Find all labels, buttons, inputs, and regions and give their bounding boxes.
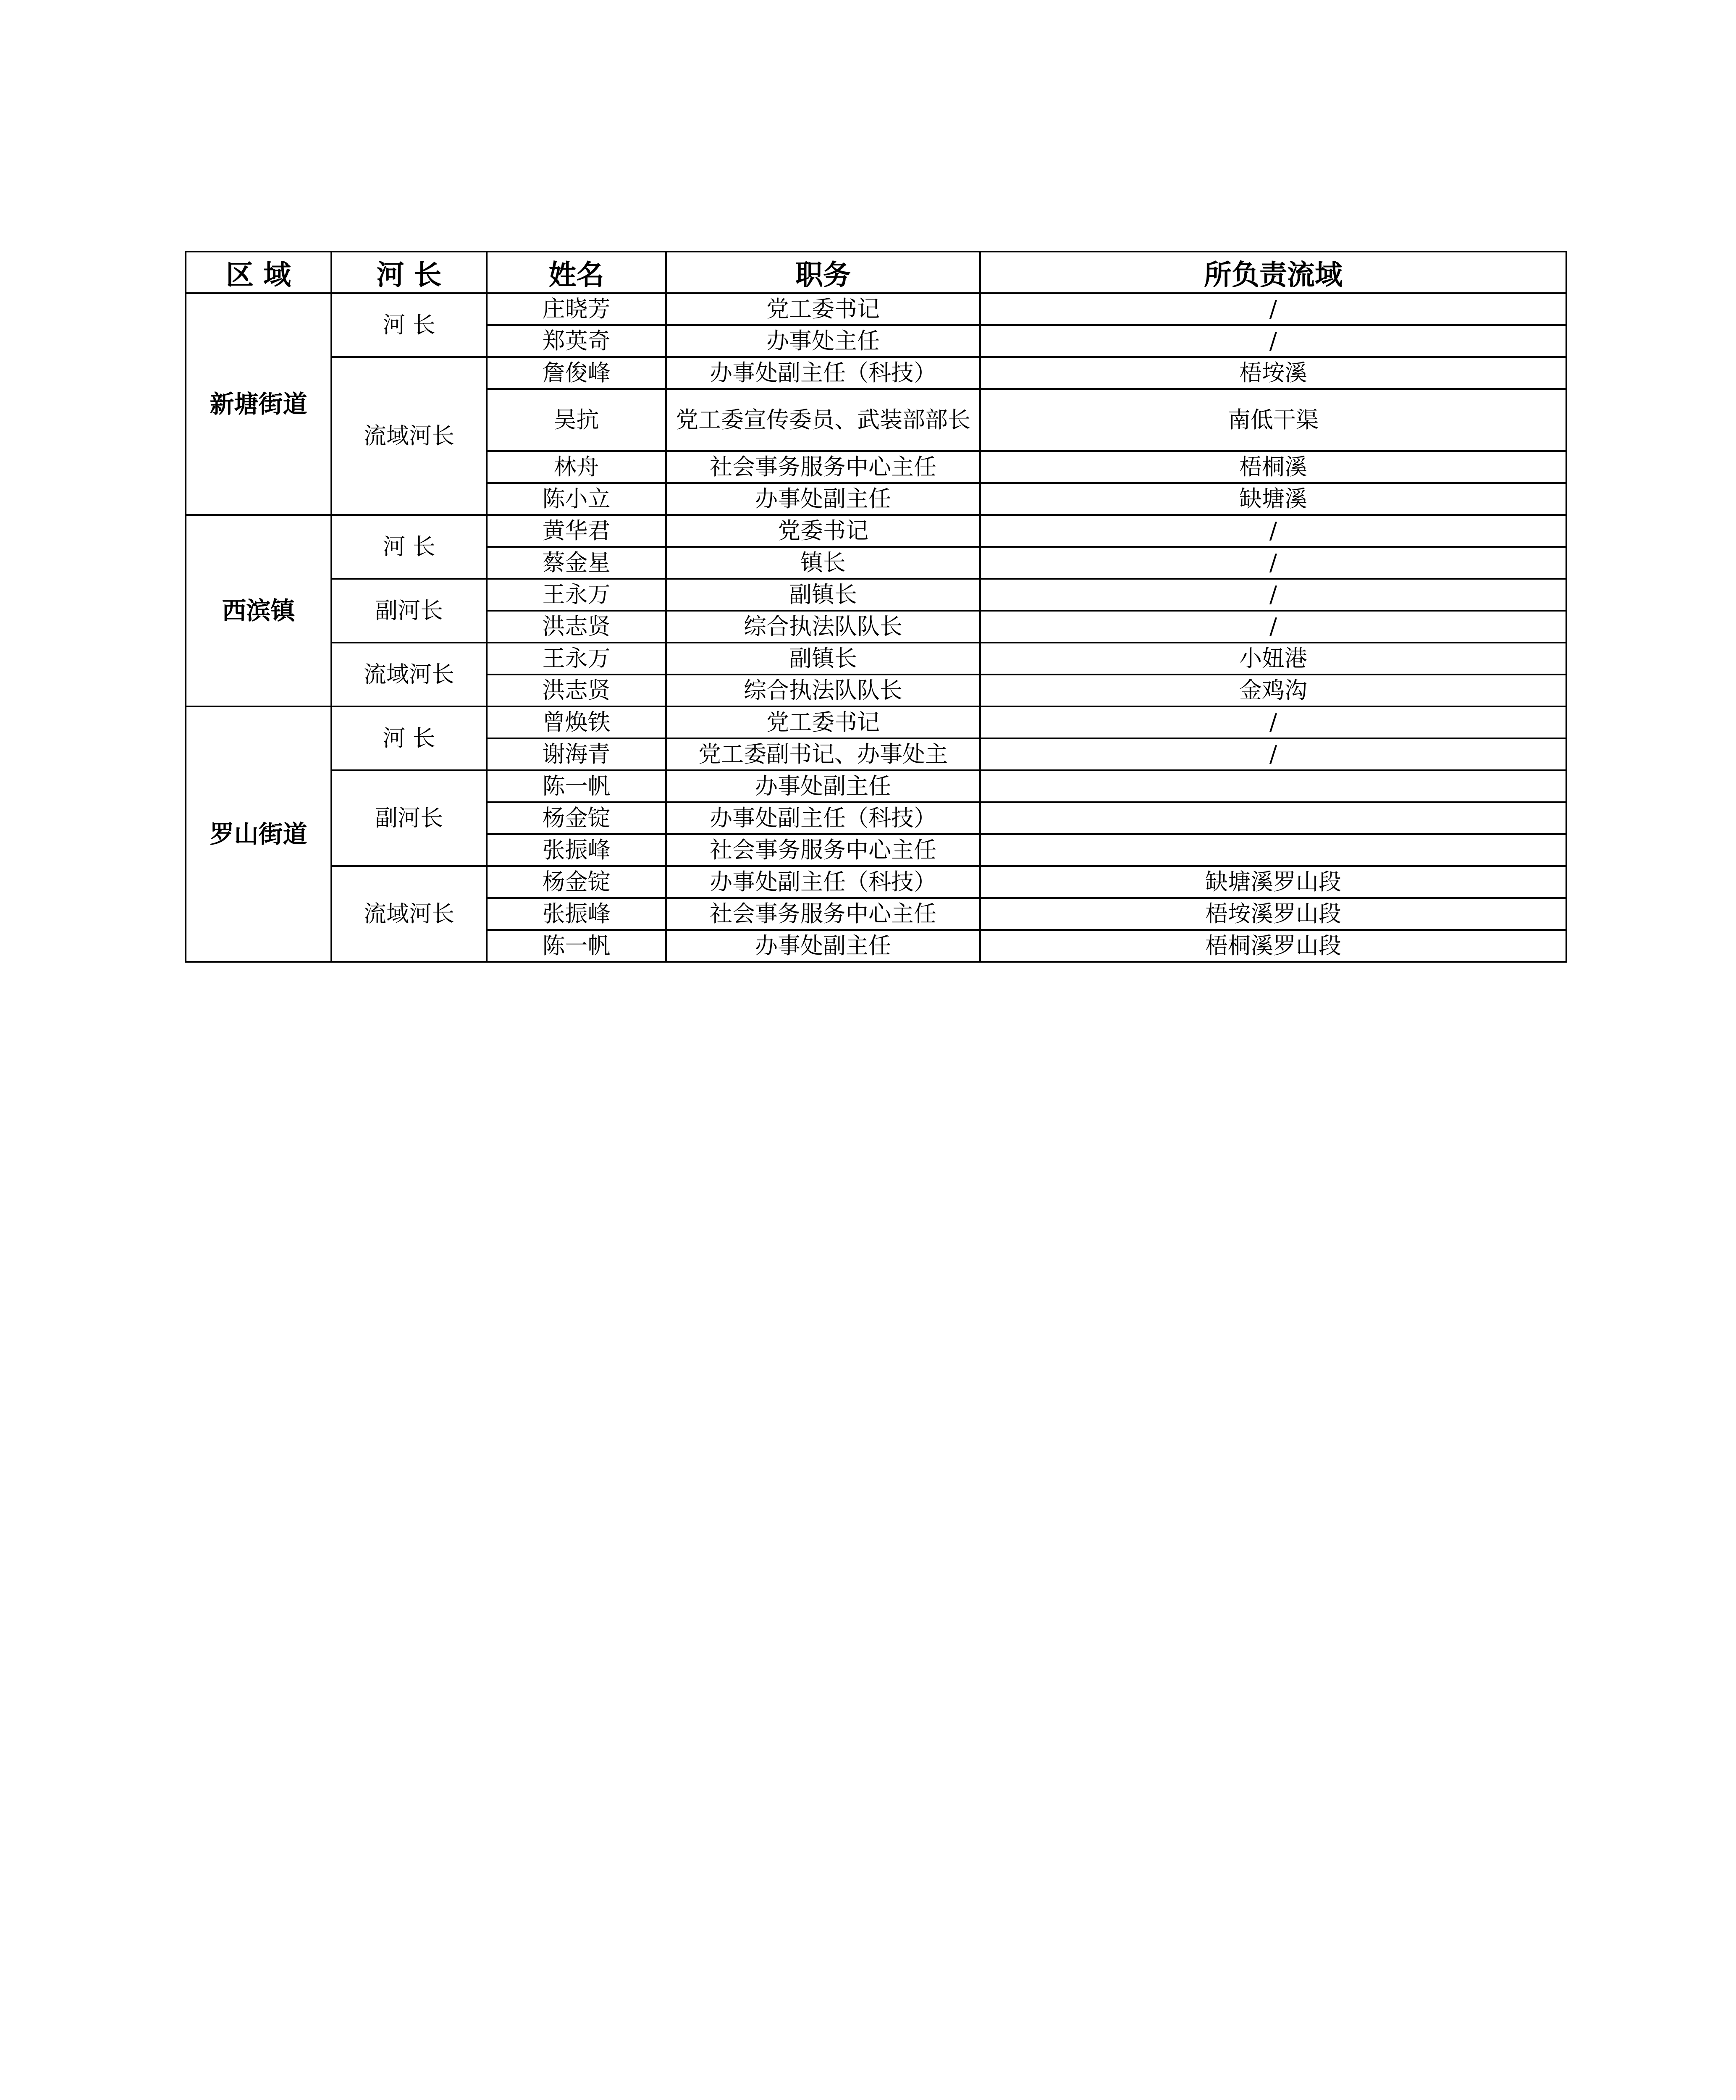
table-row bbox=[186, 643, 1566, 675]
basin-cell bbox=[980, 802, 1566, 834]
name-cell: 林舟 bbox=[487, 451, 666, 483]
name-cell: 王永万 bbox=[487, 643, 666, 675]
name-cell: 黄华君 bbox=[487, 515, 666, 547]
header-region: 区 域 bbox=[186, 252, 331, 293]
role-cell: 副河长 bbox=[331, 579, 487, 643]
name-cell: 庄晓芳 bbox=[487, 293, 666, 325]
basin-cell: 南低干渠 bbox=[980, 389, 1566, 451]
position-cell: 办事处主任 bbox=[666, 325, 980, 357]
basin-cell: 梧桐溪 bbox=[980, 451, 1566, 483]
basin-cell bbox=[980, 770, 1566, 802]
table-row bbox=[186, 579, 1566, 611]
name-cell: 吴抗 bbox=[487, 389, 666, 451]
basin-cell: 金鸡沟 bbox=[980, 675, 1566, 706]
name-cell: 洪志贤 bbox=[487, 611, 666, 643]
header-basin: 所负责流域 bbox=[980, 252, 1566, 293]
basin-cell: 缺塘溪 bbox=[980, 483, 1566, 515]
position-cell: 党工委宣传委员、武装部部长 bbox=[666, 389, 980, 451]
position-cell: 党工委书记 bbox=[666, 706, 980, 738]
position-cell: 办事处副主任（科技） bbox=[666, 802, 980, 834]
position-cell: 办事处副主任 bbox=[666, 930, 980, 962]
table-row bbox=[186, 293, 1566, 325]
basin-cell: 梧垵溪 bbox=[980, 357, 1566, 389]
name-cell: 洪志贤 bbox=[487, 675, 666, 706]
basin-cell: / bbox=[980, 738, 1566, 770]
basin-cell bbox=[980, 834, 1566, 866]
table-row bbox=[186, 770, 1566, 802]
position-cell: 副镇长 bbox=[666, 579, 980, 611]
basin-cell: / bbox=[980, 611, 1566, 643]
position-cell: 副镇长 bbox=[666, 643, 980, 675]
name-cell: 杨金锭 bbox=[487, 802, 666, 834]
table-row bbox=[186, 706, 1566, 738]
region-cell: 新塘街道 bbox=[186, 293, 331, 515]
role-cell: 河 长 bbox=[331, 293, 487, 357]
basin-cell: 梧桐溪罗山段 bbox=[980, 930, 1566, 962]
table-row bbox=[186, 357, 1566, 389]
basin-cell: 小妞港 bbox=[980, 643, 1566, 675]
role-cell: 流域河长 bbox=[331, 357, 487, 515]
position-cell: 社会事务服务中心主任 bbox=[666, 898, 980, 930]
role-cell: 副河长 bbox=[331, 770, 487, 866]
name-cell: 郑英奇 bbox=[487, 325, 666, 357]
basin-cell: / bbox=[980, 325, 1566, 357]
position-cell: 党工委书记 bbox=[666, 293, 980, 325]
position-cell: 党工委副书记、办事处主 bbox=[666, 738, 980, 770]
position-cell: 办事处副主任（科技） bbox=[666, 357, 980, 389]
basin-cell: / bbox=[980, 706, 1566, 738]
name-cell: 詹俊峰 bbox=[487, 357, 666, 389]
table-header-row bbox=[186, 252, 1566, 293]
role-cell: 流域河长 bbox=[331, 866, 487, 962]
basin-cell: / bbox=[980, 579, 1566, 611]
name-cell: 陈一帆 bbox=[487, 770, 666, 802]
river-chief-table bbox=[185, 251, 1567, 963]
position-cell: 镇长 bbox=[666, 547, 980, 579]
basin-cell: 缺塘溪罗山段 bbox=[980, 866, 1566, 898]
name-cell: 曾焕铁 bbox=[487, 706, 666, 738]
name-cell: 谢海青 bbox=[487, 738, 666, 770]
position-cell: 办事处副主任（科技） bbox=[666, 866, 980, 898]
name-cell: 陈一帆 bbox=[487, 930, 666, 962]
basin-cell: 梧垵溪罗山段 bbox=[980, 898, 1566, 930]
position-cell: 办事处副主任 bbox=[666, 770, 980, 802]
position-cell: 办事处副主任 bbox=[666, 483, 980, 515]
role-cell: 河 长 bbox=[331, 515, 487, 579]
name-cell: 张振峰 bbox=[487, 834, 666, 866]
position-cell: 综合执法队队长 bbox=[666, 611, 980, 643]
position-cell: 党委书记 bbox=[666, 515, 980, 547]
basin-cell: / bbox=[980, 293, 1566, 325]
header-position: 职务 bbox=[666, 252, 980, 293]
basin-cell: / bbox=[980, 515, 1566, 547]
position-cell: 社会事务服务中心主任 bbox=[666, 834, 980, 866]
region-cell: 西滨镇 bbox=[186, 515, 331, 706]
region-cell: 罗山街道 bbox=[186, 706, 331, 962]
table-row bbox=[186, 515, 1566, 547]
name-cell: 王永万 bbox=[487, 579, 666, 611]
header-name: 姓名 bbox=[487, 252, 666, 293]
name-cell: 蔡金星 bbox=[487, 547, 666, 579]
position-cell: 社会事务服务中心主任 bbox=[666, 451, 980, 483]
basin-cell: / bbox=[980, 547, 1566, 579]
role-cell: 流域河长 bbox=[331, 643, 487, 706]
header-chief-role: 河 长 bbox=[331, 252, 487, 293]
name-cell: 张振峰 bbox=[487, 898, 666, 930]
name-cell: 陈小立 bbox=[487, 483, 666, 515]
position-cell: 综合执法队队长 bbox=[666, 675, 980, 706]
role-cell: 河 长 bbox=[331, 706, 487, 770]
name-cell: 杨金锭 bbox=[487, 866, 666, 898]
table-row bbox=[186, 866, 1566, 898]
